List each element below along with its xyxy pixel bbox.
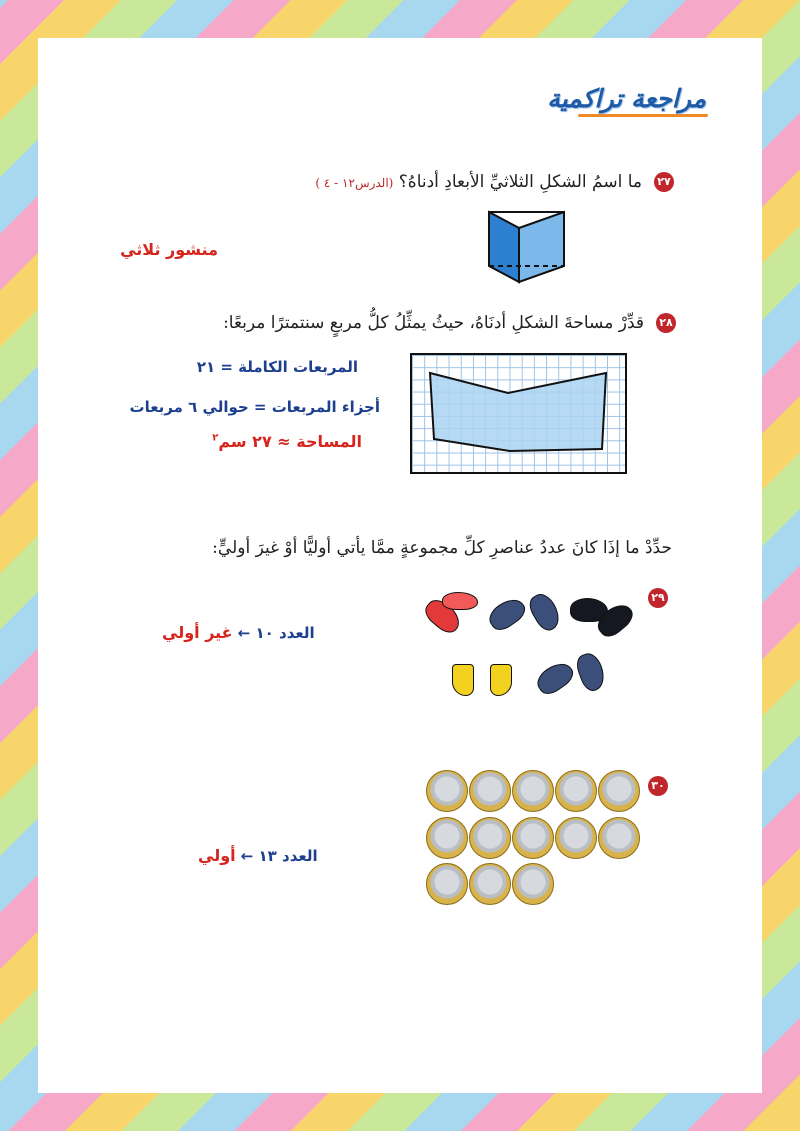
question-28-text: قدِّرْ مساحةَ الشكلِ أدنَاهُ، حيثُ يمثِّلُ كلُّ مربعٍ سنتمترًا مربعًا:: [223, 313, 644, 333]
title-underline: [578, 114, 708, 117]
question-27-prompt: ما اسمُ الشكلِ الثلاثيِّ الأبعادِ أدناهُ؟: [398, 172, 642, 192]
answer-28-area: [212, 432, 362, 451]
worksheet-page: [38, 38, 762, 1093]
boot-icon: [452, 664, 474, 696]
coin-icon: [598, 817, 640, 859]
shoe-icon: [573, 650, 609, 694]
question-number-28: ٢٨: [656, 313, 676, 333]
answer-27: منشور ثلاثي: [120, 240, 218, 259]
instructions-text: حدِّدْ ما إذَا كانَ عددُ عناصرِ كلِّ مجموعةٍ ممَّا يأتي أوليًّا أوْ غيرَ أوليٍّ:: [212, 538, 672, 558]
question-27-text: [315, 172, 642, 192]
coin-icon: [426, 863, 468, 905]
boot-icon: [490, 664, 512, 696]
answer-29-count: العدد ١٠ ←: [237, 624, 315, 642]
shoe-icon: [525, 590, 565, 635]
coin-icon: [512, 770, 554, 812]
coin-icon: [426, 770, 468, 812]
coin-icon: [555, 770, 597, 812]
shape-on-grid-icon: [410, 353, 627, 474]
coins-group: [426, 770, 646, 905]
answer-30-result: أولي: [198, 846, 236, 865]
coin-icon: [469, 863, 511, 905]
answer-28-partial-squares: أجزاء المربعات = حوالي ٦ مربعات: [129, 398, 380, 416]
triangular-prism-icon: [484, 206, 570, 286]
question-number-30: ٣٠: [648, 776, 668, 796]
shoe-icon: [485, 593, 530, 634]
coin-icon: [512, 863, 554, 905]
coin-icon: [598, 770, 640, 812]
shoes-group: [420, 588, 640, 698]
lesson-reference: (الدرس١٢ - ٤ ): [315, 176, 394, 190]
shoe-icon: [533, 657, 578, 698]
question-number-29: ٢٩: [648, 588, 668, 608]
answer-28-full-squares: المربعات الكاملة = ٢١: [196, 358, 358, 376]
coin-icon: [512, 817, 554, 859]
question-number-27: ٢٧: [654, 172, 674, 192]
answer-29: [162, 623, 315, 642]
answer-30: [198, 846, 318, 865]
answer-28-area-text: المساحة ≈ ٢٧ سم: [218, 432, 362, 451]
coin-icon: [555, 817, 597, 859]
answer-29-result: غير أولي: [162, 623, 233, 642]
shoe-icon: [442, 592, 478, 610]
coin-icon: [426, 817, 468, 859]
coin-icon: [469, 770, 511, 812]
answer-28-area-exponent: ٢: [212, 432, 219, 444]
page-title: مراجعة تراكمية: [547, 84, 706, 113]
coin-icon: [469, 817, 511, 859]
answer-30-count: العدد ١٣ ←: [240, 847, 318, 865]
